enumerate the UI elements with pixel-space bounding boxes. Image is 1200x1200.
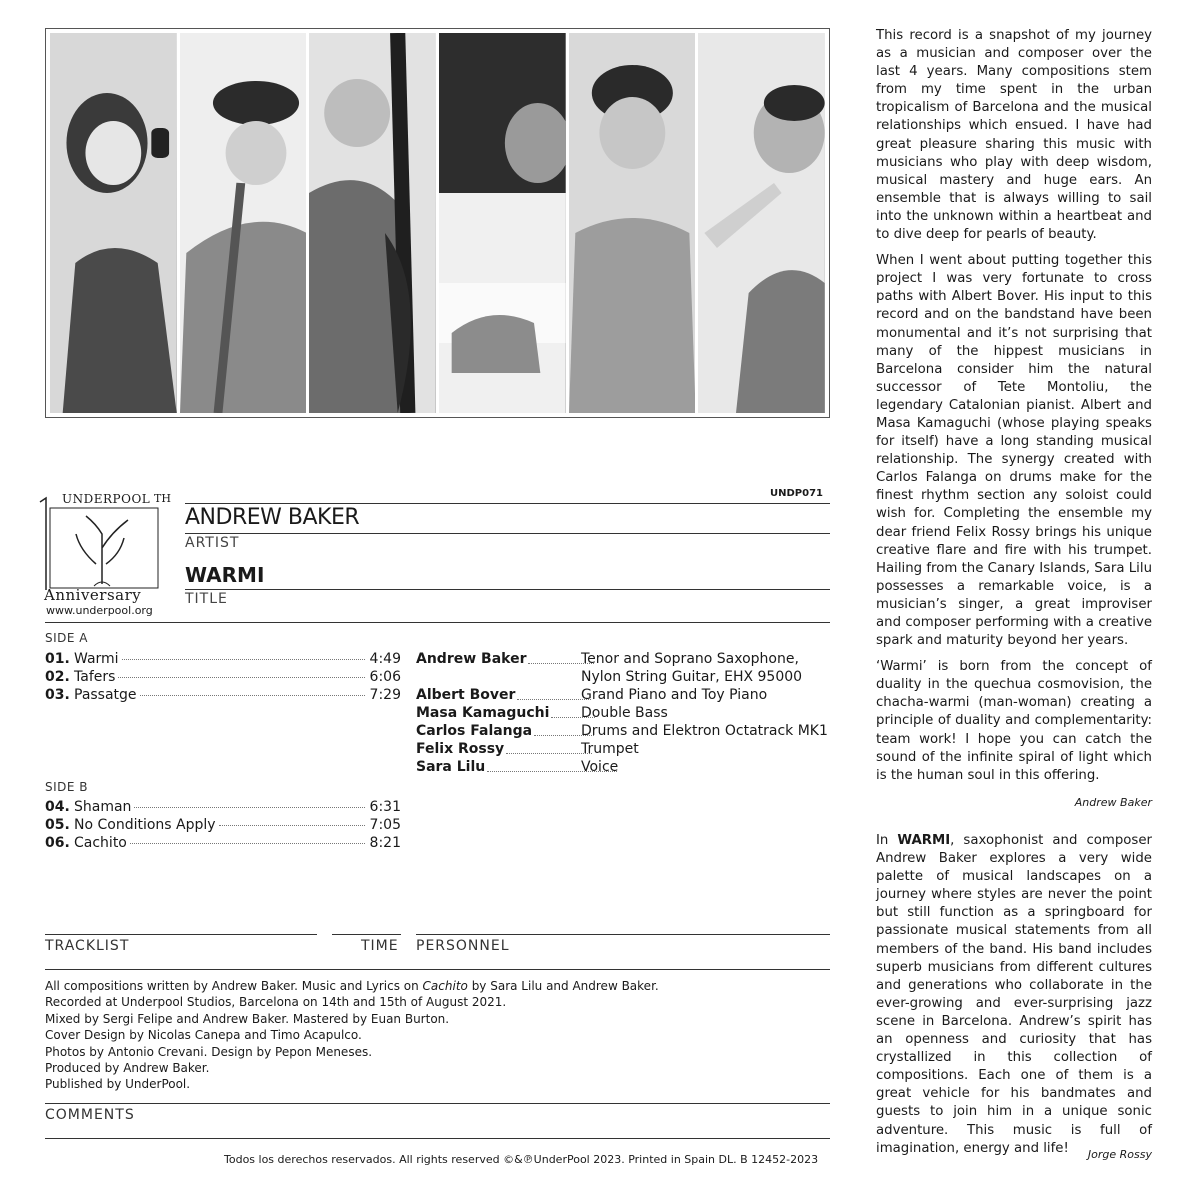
tracklist-label: TRACKLIST	[45, 938, 130, 954]
liner-paragraph: When I went about putting together this project I was very fortunate to cross paths with Albert Bover. His input to this record and on the bandstand have been monumental and it’s not surprising that many of the hippest musicians in Barcelona consider him the natural successor of Tete Montoliu, the legendary Catalonian pianist. Albert and Masa Kamaguchi (whose playing speaks for itself) have a long standing musical relationship. The synergy created with Carlos Falanga on drums make for the finest rhythm section any soloist could wish for. Completing the ensemble my dear friend Felix Rossy brings his unique creative flare and fire with his trumpet. Hailing from the Canary Islands, Sara Lilu possesses a remarkable voice, is a musician’s singer, a great improviser and composer performing with a creative spark and maturity beyond her years.	[876, 253, 1152, 649]
credits-song-title: Cachito	[422, 979, 468, 993]
track-row[interactable]	[45, 651, 401, 669]
personnel-row	[416, 651, 836, 667]
photo-double-bass	[309, 33, 436, 413]
liner-notes	[876, 27, 1152, 793]
artist-label: ARTIST	[185, 535, 240, 551]
credits-line: Recorded at Underpool Studios, Barcelona on 14th and 15th of August 2021.	[45, 995, 507, 1010]
divider	[45, 934, 317, 935]
musician-role: Tenor and Soprano Saxophone,	[581, 651, 799, 667]
leader-dots	[118, 677, 365, 678]
signature-andrew-baker: Andrew Baker	[1074, 796, 1152, 809]
credits-text	[45, 978, 830, 1093]
track-time: 6:06	[369, 669, 401, 685]
artist-name: ANDREW BAKER	[185, 505, 360, 530]
personnel-label: PERSONNEL	[416, 938, 510, 954]
musician-role: Grand Piano and Toy Piano	[581, 687, 768, 703]
musician-name: Carlos Falanga	[416, 723, 533, 739]
track-row[interactable]	[45, 687, 401, 705]
track-row[interactable]	[45, 669, 401, 687]
leader-dots	[140, 695, 365, 696]
track-name: Passatge	[74, 687, 137, 703]
time-label: TIME	[361, 938, 399, 954]
musician-role: Double Bass	[581, 705, 668, 721]
logo-url[interactable]: www.underpool.org	[46, 604, 153, 617]
personnel-row	[416, 723, 836, 739]
photo-tenor-sax	[180, 33, 307, 413]
track-name: No Conditions Apply	[74, 817, 216, 833]
divider	[185, 533, 830, 534]
personnel-row	[416, 759, 836, 775]
musician-role: Voice	[581, 759, 619, 775]
credits-line: Produced by Andrew Baker.	[45, 1061, 210, 1076]
comments-label: COMMENTS	[45, 1107, 135, 1123]
divider	[332, 934, 401, 935]
track-number: 04.	[45, 799, 70, 815]
credits-line: Cover Design by Nicolas Canepa and Timo Acapulco.	[45, 1028, 362, 1043]
photo-piano	[439, 33, 566, 413]
signature-jorge-rossy: Jorge Rossy	[1087, 1148, 1152, 1161]
musician-name: Masa Kamaguchi	[416, 705, 550, 721]
leader-dots	[506, 741, 592, 754]
track-time: 7:29	[369, 687, 401, 703]
copyright-footer: Todos los derechos reservados. All rights reserved ©&℗UnderPool 2023. Printed in Spain DL. B 12452-2023	[224, 1153, 819, 1166]
leader-dots	[122, 659, 365, 660]
track-number: 06.	[45, 835, 70, 851]
photo-drums	[569, 33, 696, 413]
track-name: Tafers	[74, 669, 116, 685]
musician-name: Andrew Baker	[416, 651, 527, 667]
logo-name: UNDERPOOL	[62, 492, 151, 506]
credits-line: All compositions written by Andrew Baker. Music and Lyrics on	[45, 979, 423, 993]
track-name: Cachito	[74, 835, 127, 851]
logo-anniversary: Anniversary	[44, 586, 142, 604]
track-number: 02.	[45, 669, 70, 685]
track-name: Shaman	[74, 799, 132, 815]
divider	[185, 589, 830, 590]
divider	[45, 1103, 830, 1104]
side-a-label: SIDE A	[45, 631, 89, 645]
leader-dots	[130, 843, 365, 844]
leader-dots	[134, 807, 365, 808]
band-photo-collage	[45, 28, 830, 418]
track-time: 6:31	[369, 799, 401, 815]
catalog-number: UNDP071	[770, 488, 823, 499]
liner-text: In	[876, 833, 898, 848]
track-number: 03.	[45, 687, 70, 703]
underpool-10th-logo	[36, 492, 171, 620]
credits-line: Photos by Antonio Crevani. Design by Pepon Meneses.	[45, 1044, 373, 1059]
credits-line: Mixed by Sergi Felipe and Andrew Baker. Mastered by Euan Burton.	[45, 1011, 450, 1026]
credits-line: by Sara Lilu and Andrew Baker.	[467, 979, 659, 993]
liner-notes-review	[876, 832, 1152, 1166]
divider	[45, 622, 830, 623]
liner-paragraph: ‘Warmi’ is born from the concept of duality in the quechua cosmovision, the chacha-warmi (man-woman) creating a principle of duality and complementarity: team work! I hope you can catch the sound of the infinite spiral of light which is the human soul in this offering.	[876, 659, 1152, 783]
track-number: 05.	[45, 817, 70, 833]
track-time: 8:21	[369, 835, 401, 851]
track-number: 01.	[45, 651, 70, 667]
track-time: 4:49	[369, 651, 401, 667]
leader-dots	[219, 825, 365, 826]
personnel-row	[416, 687, 836, 703]
track-name: Warmi	[74, 651, 119, 667]
side-b-label: SIDE B	[45, 780, 89, 794]
liner-text: , saxophonist and composer Andrew Baker explores a very wide palette of musical landscapes on a journey where styles are never the point but still function as a springboard for passionate musical statements from all members of the band. His band includes superb musicians from different cultures and generations who collaborate in the ever-growing and ever-surprising jazz scene in Barcelona. Andrew’s spirit has an openness and curiosity that has crystallized in this collection of compositions. Each one of them is a great vehicle for his bandmates and guests to join him in a unique sonic adventure. This music is full of imagination, energy and life!	[876, 833, 1152, 1156]
divider	[45, 1138, 830, 1139]
track-row[interactable]	[45, 817, 401, 835]
divider	[185, 503, 830, 504]
musician-name: Albert Bover	[416, 687, 516, 703]
divider	[45, 969, 830, 970]
credits-line: Published by UnderPool.	[45, 1077, 191, 1092]
liner-paragraph: This record is a snapshot of my journey as a musician and composer over the last 4 years. Many compositions stem from my time spent in the urban tropicalism of Barcelona and the musical relationships which ensued. I have had great pleasure sharing this music with musicians who play with deep wisdom, musical mastery and huge ears. An ensemble that is always willing to sail into the unknown within a heartbeat and to dive deep for pearls of beauty.	[876, 28, 1152, 243]
musician-name: Felix Rossy	[416, 741, 505, 757]
musician-role: Trumpet	[581, 741, 639, 757]
logo-th: TH	[154, 492, 171, 505]
photo-singer	[50, 33, 177, 413]
track-row[interactable]	[45, 835, 401, 853]
divider	[416, 934, 830, 935]
album-title-inline: WARMI	[897, 833, 951, 848]
musician-role: Drums and Elektron Octatrack MK1	[581, 723, 828, 739]
personnel-row	[416, 741, 836, 757]
cactus-logo-icon	[36, 494, 166, 590]
title-label: TITLE	[185, 591, 228, 607]
track-time: 7:05	[369, 817, 401, 833]
album-title: WARMI	[185, 563, 265, 587]
track-row[interactable]	[45, 799, 401, 817]
personnel-row	[416, 705, 836, 721]
musician-name: Sara Lilu	[416, 759, 486, 775]
musician-role: Nylon String Guitar, EHX 95000	[581, 669, 803, 685]
photo-trumpet	[698, 33, 825, 413]
